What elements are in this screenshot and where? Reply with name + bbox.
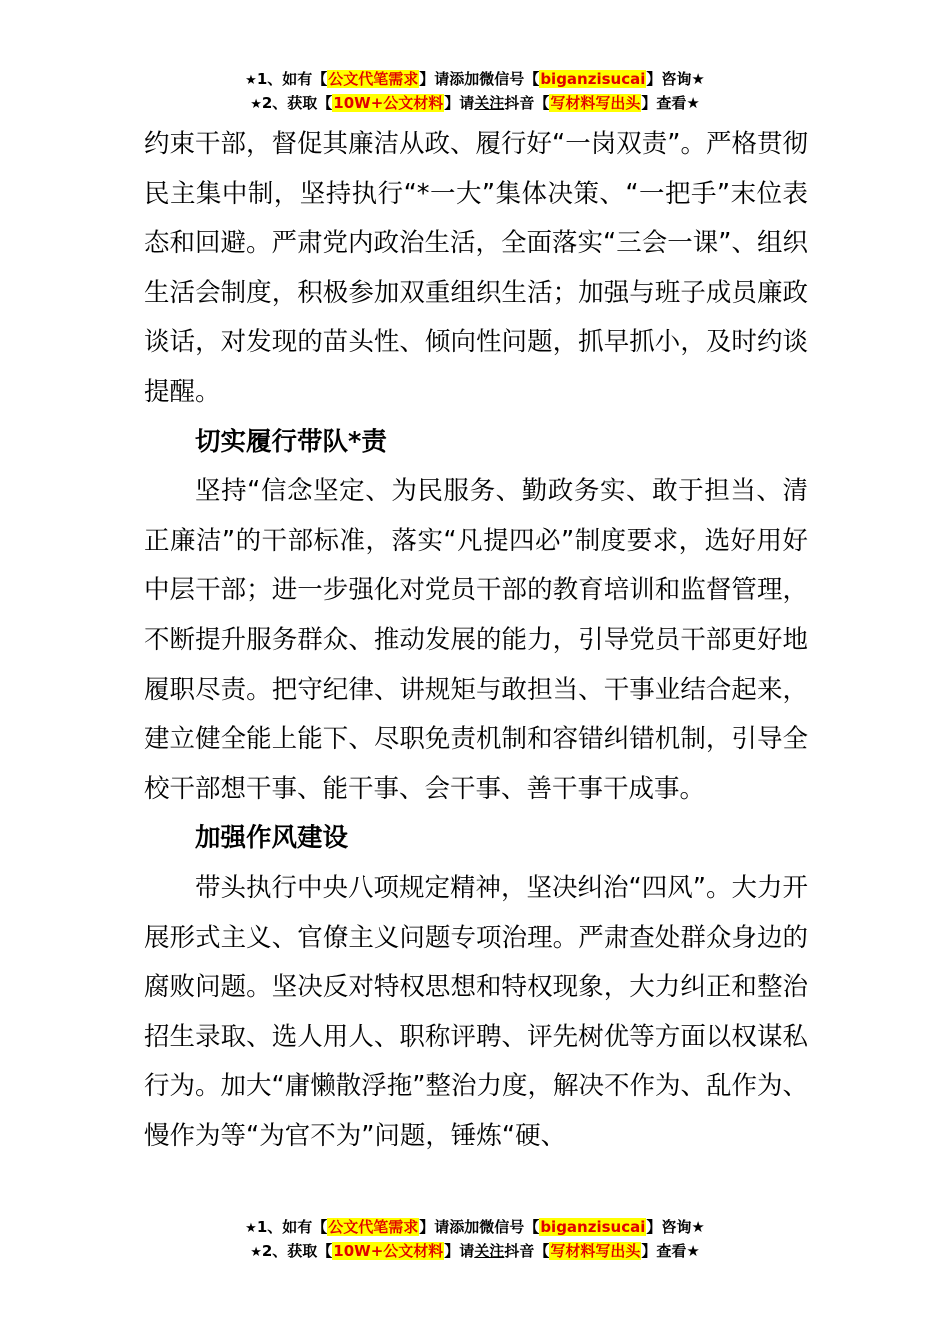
star-icon: ★ [245,1221,257,1236]
banner-text: 2、获取【 [261,1242,333,1260]
header-banner [0,68,950,116]
banner-text: 】咨询★ [646,70,705,88]
banner-line-2 [0,1240,950,1264]
section-heading-2: 加强作风建设 [195,823,349,854]
banner-text: 微信号【 [479,1218,540,1236]
paragraph-continued: 约束干部，督促其廉洁从政、履行好“一岗双责”。严格贯彻民主集中制，坚持执行“*一大”集体决策、“一把手”末位表态和回避。严肃党内政治生活，全面落实“三会一课”、组织生活会制度，积极参加双重组织生活；加强与班子成员廉政谈话，对发现的苗头性、倾向性问题，抓早抓小，及时约谈提醒。 [144,129,808,407]
highlight-douyin: 写材料写出头 [550,1242,641,1260]
banner-text: 】查看★ [641,1242,700,1260]
highlight-wechat-id: biganzisucai [540,70,646,88]
banner-text: 】咨询★ [646,1218,705,1236]
banner-text: 抖音【 [504,94,550,112]
star-icon: ★ [250,97,262,112]
banner-text: 加 [464,1218,480,1236]
banner-line-1 [0,1216,950,1240]
banner-line-2 [0,92,950,116]
highlight-service: 公文代笔需求 [328,70,419,88]
document-body [144,120,808,1161]
highlight-wechat-id: biganzisucai [540,1218,646,1236]
highlight-materials: 10W+公文材料 [333,1242,444,1260]
banner-text: 微信号【 [479,70,540,88]
banner-text: 关注 [474,1242,505,1260]
banner-text: 关注 [474,94,505,112]
highlight-douyin: 写材料写出头 [550,94,641,112]
banner-text: 加 [464,70,480,88]
section-heading-1: 切实履行带队*责 [195,426,387,457]
banner-line-1 [0,68,950,92]
banner-text: 1、如有【 [256,1218,328,1236]
banner-text: 】请 [444,94,475,112]
star-icon: ★ [245,73,257,88]
footer-banner [0,1216,950,1264]
banner-text: 】请 [444,1242,475,1260]
banner-text: 2、获取【 [261,94,333,112]
banner-text: 】查看★ [641,94,700,112]
paragraph-2: 带头执行中央八项规定精神，坚决纠治“四风”。大力开展形式主义、官僚主义问题专项治理。严肃查处群众身边的腐败问题。坚决反对特权思想和特权现象，大力纠正和整治招生录取、选人用人、职称评聘、评先树优等方面以权谋私行为。加大“庸懒散浮拖”整治力度，解决不作为、乱作为、慢作为等“为官不为”问题，锤炼“硬、 [144,872,808,1151]
banner-text: 抖音【 [504,1242,550,1260]
highlight-materials: 10W+公文材料 [333,94,444,112]
banner-text: 】请添 [419,1218,465,1236]
paragraph-1: 坚持“信念坚定、为民服务、勤政务实、敢于担当、清正廉洁”的干部标准，落实“凡提四必”制度要求，选好用好中层干部；进一步强化对党员干部的教育培训和监督管理，不断提升服务群众、推动发展的能力，引导党员干部更好地履职尽责。把守纪律、讲规矩与敢担当、干事业结合起来，建立健全能上能下、尽职免责机制和容错纠错机制，引导全校干部想干事、能干事、会干事、善干事干成事。 [144,476,808,804]
banner-text: 1、如有【 [256,70,328,88]
highlight-service: 公文代笔需求 [328,1218,419,1236]
banner-text: 】请添 [419,70,465,88]
star-icon: ★ [250,1245,262,1260]
